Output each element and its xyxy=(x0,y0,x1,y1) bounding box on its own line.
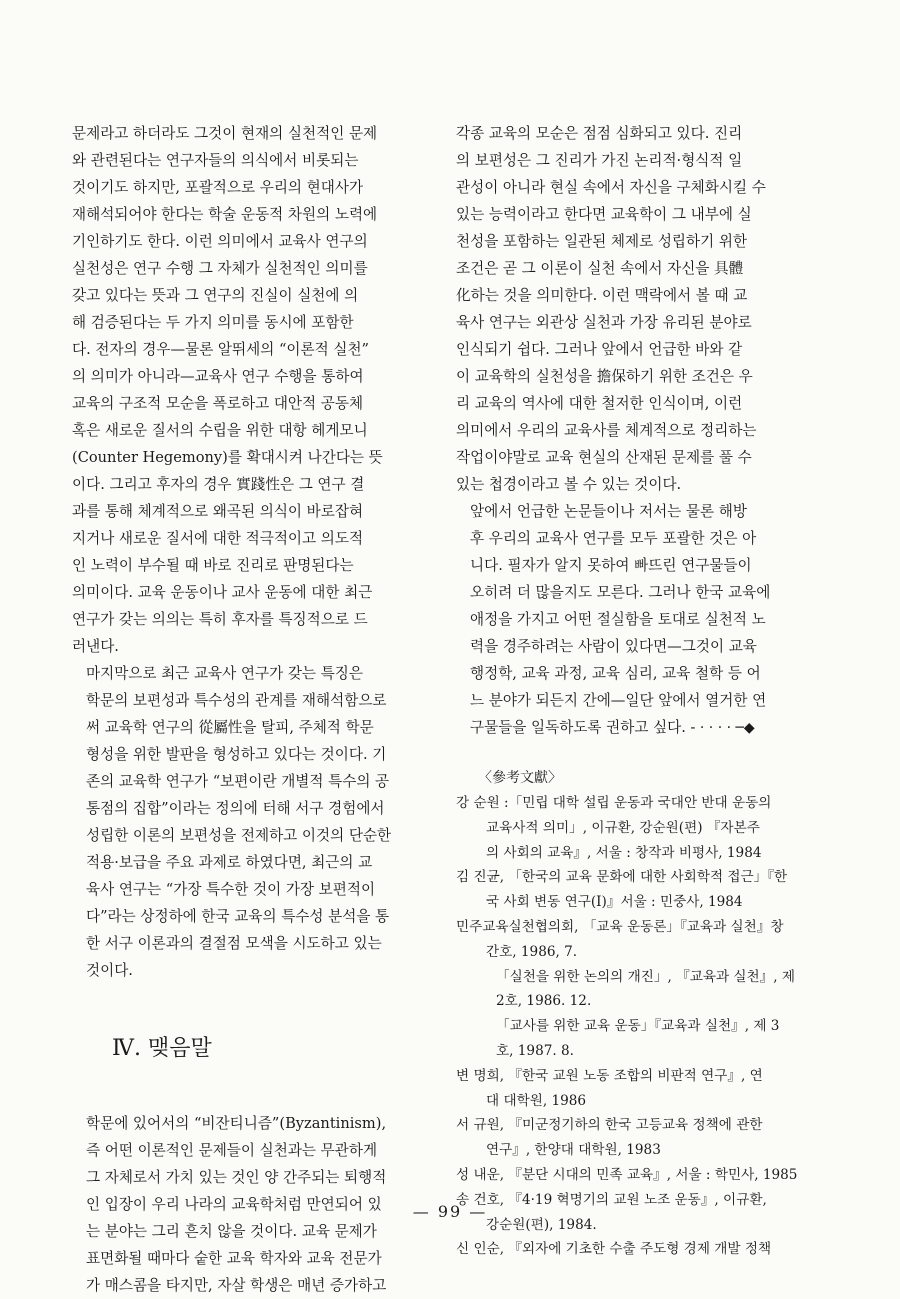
right-column xyxy=(456,120,808,1262)
text-line: 혹은 새로운 질서의 수립을 위한 대항 헤게모니 xyxy=(72,422,368,439)
text-line: 형성을 위한 발판을 형성하고 있다는 것이다. 기 xyxy=(86,746,387,763)
reference-line: 서 규원, 『미군정기하의 한국 고등교육 정책에 관한 xyxy=(456,1117,763,1134)
text-line: 다. 전자의 경우—물론 알뛰세의 “이론적 실천” xyxy=(72,341,370,358)
reference-line: 강순원(편), 1984. xyxy=(486,1216,597,1233)
text-line: 학문에 있어서의 “비잔티니즘”(Byzantinism), xyxy=(86,1115,387,1132)
text-line: 재해석되어야 한다는 학술 운동적 차원의 노력에 xyxy=(72,206,378,223)
text-line: 기인하기도 한다. 이런 의미에서 교육사 연구의 xyxy=(72,233,368,250)
reference-line: 「실천을 위한 논의의 개진」, 『교육과 실천』, 제 xyxy=(496,968,796,985)
text-line: 통점의 집합”이라는 정의에 터해 서구 경험에서 xyxy=(86,800,385,817)
text-line: 것이기도 하지만, 포괄적으로 우리의 현대사가 xyxy=(72,179,364,196)
text-line: 각종 교육의 모순은 점점 심화되고 있다. 진리 xyxy=(456,125,743,142)
section-heading: Ⅳ. 맺음말 xyxy=(112,1036,212,1061)
text-line: 적용·보급을 주요 과제로 하였다면, 최근의 교 xyxy=(86,854,373,871)
text-line: 조건은 곧 그 이론이 실천 속에서 자신을 具體 xyxy=(456,260,744,277)
text-line: 있는 첩경이라고 볼 수 있는 것이다. xyxy=(456,476,682,493)
reference-line: 강 순원 :「민립 대학 설립 운동과 국대안 반대 운동의 xyxy=(456,795,772,811)
text-line: 가 매스콤을 타지만, 자살 학생은 매년 증가하고 xyxy=(86,1277,387,1294)
text-line: 인 노력이 부수될 때 바로 진리로 판명된다는 xyxy=(72,557,354,574)
text-line: 있는 능력이라고 한다면 교육학이 그 내부에 실 xyxy=(456,206,752,223)
reference-line: 교육사적 의미」, 이규환, 강순원(편) 『자본주 xyxy=(486,819,760,836)
reference-line: 「교사를 위한 교육 운동」『교육과 실천』, 제 3 xyxy=(496,1018,780,1035)
text-line: 化하는 것을 의미한다. 이런 맥락에서 볼 때 교 xyxy=(456,287,748,304)
text-line: 문제라고 하더라도 그것이 현재의 실천적인 문제 xyxy=(72,125,378,142)
text-line: 학문의 보편성과 특수성의 관계를 재해석함으로 xyxy=(86,692,387,709)
paragraph-1 xyxy=(72,120,424,660)
end-mark: - · · · · ─◆ xyxy=(685,720,755,736)
text-line: 즉 어떤 이론적인 문제들이 실천과는 무관하게 xyxy=(86,1142,378,1159)
text-line: 인식되기 쉽다. 그러나 앞에서 언급한 바와 같 xyxy=(456,341,743,358)
text-line: 러낸다. xyxy=(72,638,119,655)
reference-line: 변 명희, 『한국 교원 노동 조합의 비판적 연구』, 연 xyxy=(456,1067,763,1084)
text-line: 와 관련된다는 연구자들의 의식에서 비롯되는 xyxy=(72,152,359,169)
reference-line: 2호, 1986. 12. xyxy=(496,993,592,1010)
text-line: 이다. 그리고 후자의 경우 實踐性은 그 연구 결 xyxy=(72,476,365,493)
text-line: 것이다. xyxy=(86,962,133,979)
text-line: 이 교육학의 실천성을 擔保하기 위한 조건은 우 xyxy=(456,368,753,385)
text-line: 과를 통해 체계적으로 왜곡된 의식이 바로잡혀 xyxy=(72,503,364,520)
reference-line: 민주교육실천협의회, 「교육 운동론」『교육과 실천』창 xyxy=(456,918,784,935)
reference-line: 김 진균, 「한국의 교육 문화에 대한 사회학적 접근」『한 xyxy=(456,869,788,886)
text-line: 실천성은 연구 수행 그 자체가 실천적인 의미를 xyxy=(72,260,368,277)
reference-line: 국 사회 변동 연구(Ⅰ)』서울 : 민중사, 1984 xyxy=(486,894,743,911)
text-line: 육사 연구는 “가장 특수한 것이 가장 보편적이 xyxy=(86,881,376,898)
reference-line: 대 대학원, 1986 xyxy=(486,1092,587,1109)
text-line: 니다. 필자가 알지 못하여 빠뜨린 연구물들이 xyxy=(470,557,752,574)
text-line: 갖고 있다는 뜻과 그 연구의 진실이 실천에 의 xyxy=(72,287,359,304)
text-line: 의미이다. 교육 운동이나 교사 운동에 대한 최근 xyxy=(72,584,373,601)
reference-line: 성 내운, 『분단 시대의 민족 교육』, 서울 : 학민사, 1985 xyxy=(456,1166,798,1183)
text-line: 애정을 가지고 어떤 절실함을 토대로 실천적 노 xyxy=(470,611,766,628)
reference-line: 의 사회의 교육』, 서울 : 창작과 비평사, 1984 xyxy=(486,844,762,861)
reference-line: 송 건호, 『4·19 혁명기의 교원 노조 운동』, 이규환, xyxy=(456,1191,767,1208)
text-line: 연구가 갖는 의의는 특히 후자를 특징적으로 드 xyxy=(72,611,368,628)
text-line: 지거나 새로운 질서에 대한 적극적이고 의도적 xyxy=(72,530,364,547)
paragraph-4 xyxy=(456,120,808,498)
text-line: 표면화될 때마다 숱한 교육 학자와 교육 전문가 xyxy=(86,1250,382,1267)
reference-line: 호, 1987. 8. xyxy=(496,1042,574,1059)
left-column xyxy=(72,120,424,1299)
page-number: — 99 — xyxy=(412,1202,488,1221)
text-line: 그 자체로서 가치 있는 것인 양 간주되는 퇴행적 xyxy=(86,1169,387,1186)
text-line: 의미에서 우리의 교육사를 체계적으로 정리하는 xyxy=(456,422,757,439)
text-line: 다”라는 상정하에 한국 교육의 특수성 분석을 통 xyxy=(86,908,390,925)
text-line: 천성을 포함하는 일관된 체제로 성립하기 위한 xyxy=(456,233,748,250)
references-title: 〈參考文獻〉 xyxy=(478,770,562,786)
text-line: (Counter Hegemony)를 확대시켜 나간다는 뜻 xyxy=(72,449,383,466)
text-line: 마지막으로 최근 교육사 연구가 갖는 특징은 xyxy=(86,665,363,682)
text-line: 리 교육의 역사에 대한 철저한 인식이며, 이런 xyxy=(456,395,743,412)
text-line: 교육의 구조적 모순을 폭로하고 대안적 공동체 xyxy=(72,395,364,412)
text-line: 오히려 더 많을지도 모른다. 그러나 한국 교육에 xyxy=(470,584,771,601)
text-line: 의 의미가 아니라—교육사 연구 수행을 통하여 xyxy=(72,368,364,385)
text-line: 작업이야말로 교육 현실의 산재된 문제를 풀 수 xyxy=(456,449,752,466)
text-line: 육사 연구는 외관상 실천과 가장 유리된 분야로 xyxy=(456,314,752,331)
text-line: 앞에서 언급한 논문들이나 저서는 물론 해방 xyxy=(470,503,747,520)
reference-line: 간호, 1986, 7. xyxy=(486,943,578,960)
reference-line: 연구』, 한양대 대학원, 1983 xyxy=(486,1142,661,1159)
text-line: 인 입장이 우리 나라의 교육학처럼 만연되어 있 xyxy=(86,1196,382,1213)
text-line: 는 분야는 그리 흔치 않을 것이다. 교육 문제가 xyxy=(86,1223,377,1240)
text-line: 관성이 아니라 현실 속에서 자신을 구체화시킬 수 xyxy=(456,179,766,196)
text-line: 느 분야가 되든지 간에—일단 앞에서 열거한 연 xyxy=(470,692,767,709)
text-line: 써 교육학 연구의 從屬性을 탈피, 주체적 학문 xyxy=(86,719,374,736)
text-line: 존의 교육학 연구가 “보편이란 개별적 특수의 공 xyxy=(86,773,390,790)
reference-line: 신 인순, 『외자에 기초한 수출 주도형 경제 개발 정책 xyxy=(456,1241,772,1258)
text-line: 해 검증된다는 두 가지 의미를 동시에 포함한 xyxy=(72,314,354,331)
text-line: 구물들을 일독하도록 권하고 싶다. - · · · · ─◆ xyxy=(470,719,755,736)
paragraph-5 xyxy=(456,498,808,741)
text-line: 성립한 이론의 보편성을 전제하고 이것의 단순한 xyxy=(86,827,392,844)
text-line: 한 서구 이론과의 결절점 모색을 시도하고 있는 xyxy=(86,935,382,952)
text-line: 행정학, 교육 과정, 교육 심리, 교육 철학 등 어 xyxy=(470,665,761,682)
text-line: 력을 경주하려는 사람이 있다면—그것이 교육 xyxy=(470,638,757,655)
paragraph-2 xyxy=(72,660,424,984)
text-line: 의 보편성은 그 진리가 가진 논리적·형식적 일 xyxy=(456,152,743,169)
text-line: 후 우리의 교육사 연구를 모두 포괄한 것은 아 xyxy=(470,530,757,547)
references-list xyxy=(456,791,808,1262)
